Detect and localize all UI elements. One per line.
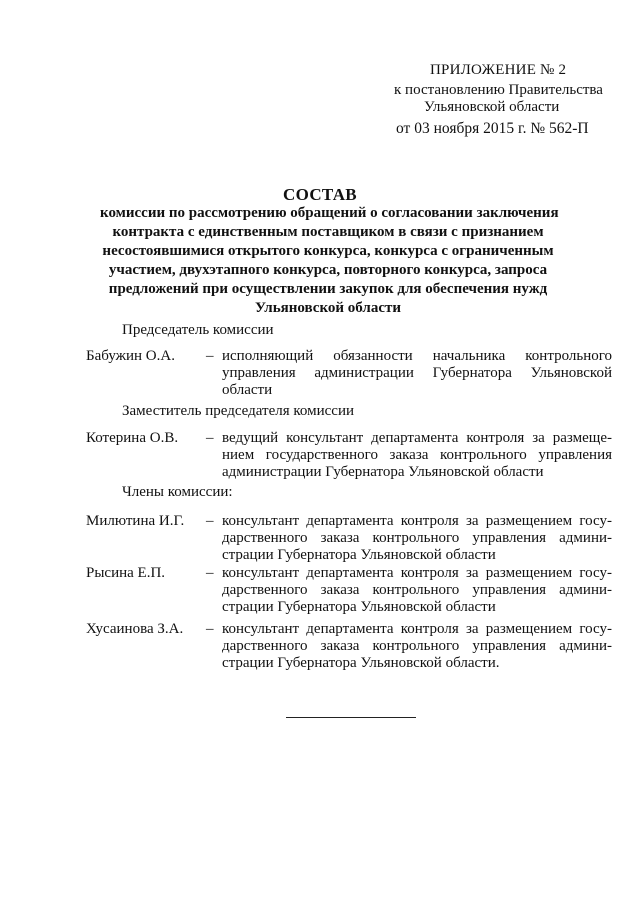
appendix-resolution-line: к постановлению Правительства bbox=[394, 82, 603, 98]
position-line: области bbox=[222, 382, 273, 398]
position-line: консультант департамента контроля за размещением госу- bbox=[222, 565, 612, 581]
position-line: ведущий консультант департамента контроля за размеще- bbox=[222, 430, 612, 446]
subtitle-line: участием, двухэтапного конкурса, повторного конкурса, запроса bbox=[108, 262, 548, 278]
position-line: консультант департамента контроля за размещением госу- bbox=[222, 513, 612, 529]
position-line: управления администрации Губернатора Ульяновской bbox=[222, 365, 612, 381]
subtitle-line: комиссии по рассмотрению обращений о согласовании заключения bbox=[100, 205, 559, 221]
dash: – bbox=[206, 621, 214, 637]
dash: – bbox=[206, 565, 214, 581]
appendix-region-line: Ульяновской области bbox=[424, 99, 560, 115]
member-name: Котерина О.В. bbox=[86, 430, 179, 446]
position-line: дарственного заказа контрольного управления админи- bbox=[222, 638, 612, 654]
member-entry bbox=[86, 348, 612, 408]
subtitle-line: контракта с единственным поставщиком в связи с признанием bbox=[112, 224, 544, 240]
appendix-date-line: от 03 ноября 2015 г. № 562-П bbox=[396, 120, 589, 137]
appendix-title: ПРИЛОЖЕНИЕ № 2 bbox=[430, 62, 567, 78]
document-title: СОСТАВ bbox=[283, 185, 357, 204]
member-name: Хусаинова З.А. bbox=[86, 621, 184, 637]
member-entry bbox=[86, 513, 612, 573]
position-line: исполняющий обязанности начальника контрольного bbox=[222, 348, 612, 364]
position-line: страции Губернатора Ульяновской области. bbox=[222, 655, 500, 671]
subtitle-line: Ульяновской области bbox=[254, 300, 402, 316]
dash: – bbox=[206, 513, 214, 529]
member-name: Рысина Е.П. bbox=[86, 565, 166, 581]
member-name: Бабужин О.А. bbox=[86, 348, 175, 364]
position-line: консультант департамента контроля за размещением госу- bbox=[222, 621, 612, 637]
member-position bbox=[222, 348, 612, 399]
member-entry bbox=[86, 565, 612, 625]
position-line: администрации Губернатора Ульяновской области bbox=[222, 464, 544, 480]
section-deputy-label: Заместитель председателя комиссии bbox=[122, 403, 355, 419]
document-subtitle bbox=[100, 204, 559, 318]
member-entry bbox=[86, 621, 612, 681]
dash: – bbox=[206, 430, 214, 446]
member-position bbox=[222, 513, 612, 564]
section-members-label: Члены комиссии: bbox=[122, 484, 233, 500]
section-chairman-label: Председатель комиссии bbox=[122, 322, 274, 338]
subtitle-line: несостоявшимися открытого конкурса, конкурса с ограниченным bbox=[102, 243, 554, 259]
member-name: Милютина И.Г. bbox=[86, 513, 185, 529]
position-line: дарственного заказа контрольного управления админи- bbox=[222, 530, 612, 546]
position-line: страции Губернатора Ульяновской области bbox=[222, 599, 496, 615]
member-position bbox=[222, 621, 612, 672]
dash: – bbox=[206, 348, 214, 364]
position-line: дарственного заказа контрольного управления админи- bbox=[222, 582, 612, 598]
position-line: нием государственного заказа контрольного управления bbox=[222, 447, 612, 463]
subtitle-line: предложений при осуществлении закупок для обеспечения нужд bbox=[108, 281, 548, 297]
position-line: страции Губернатора Ульяновской области bbox=[222, 547, 496, 563]
member-position bbox=[222, 565, 612, 616]
member-position bbox=[222, 430, 612, 481]
member-entry bbox=[86, 430, 612, 490]
closing-rule bbox=[286, 717, 416, 718]
